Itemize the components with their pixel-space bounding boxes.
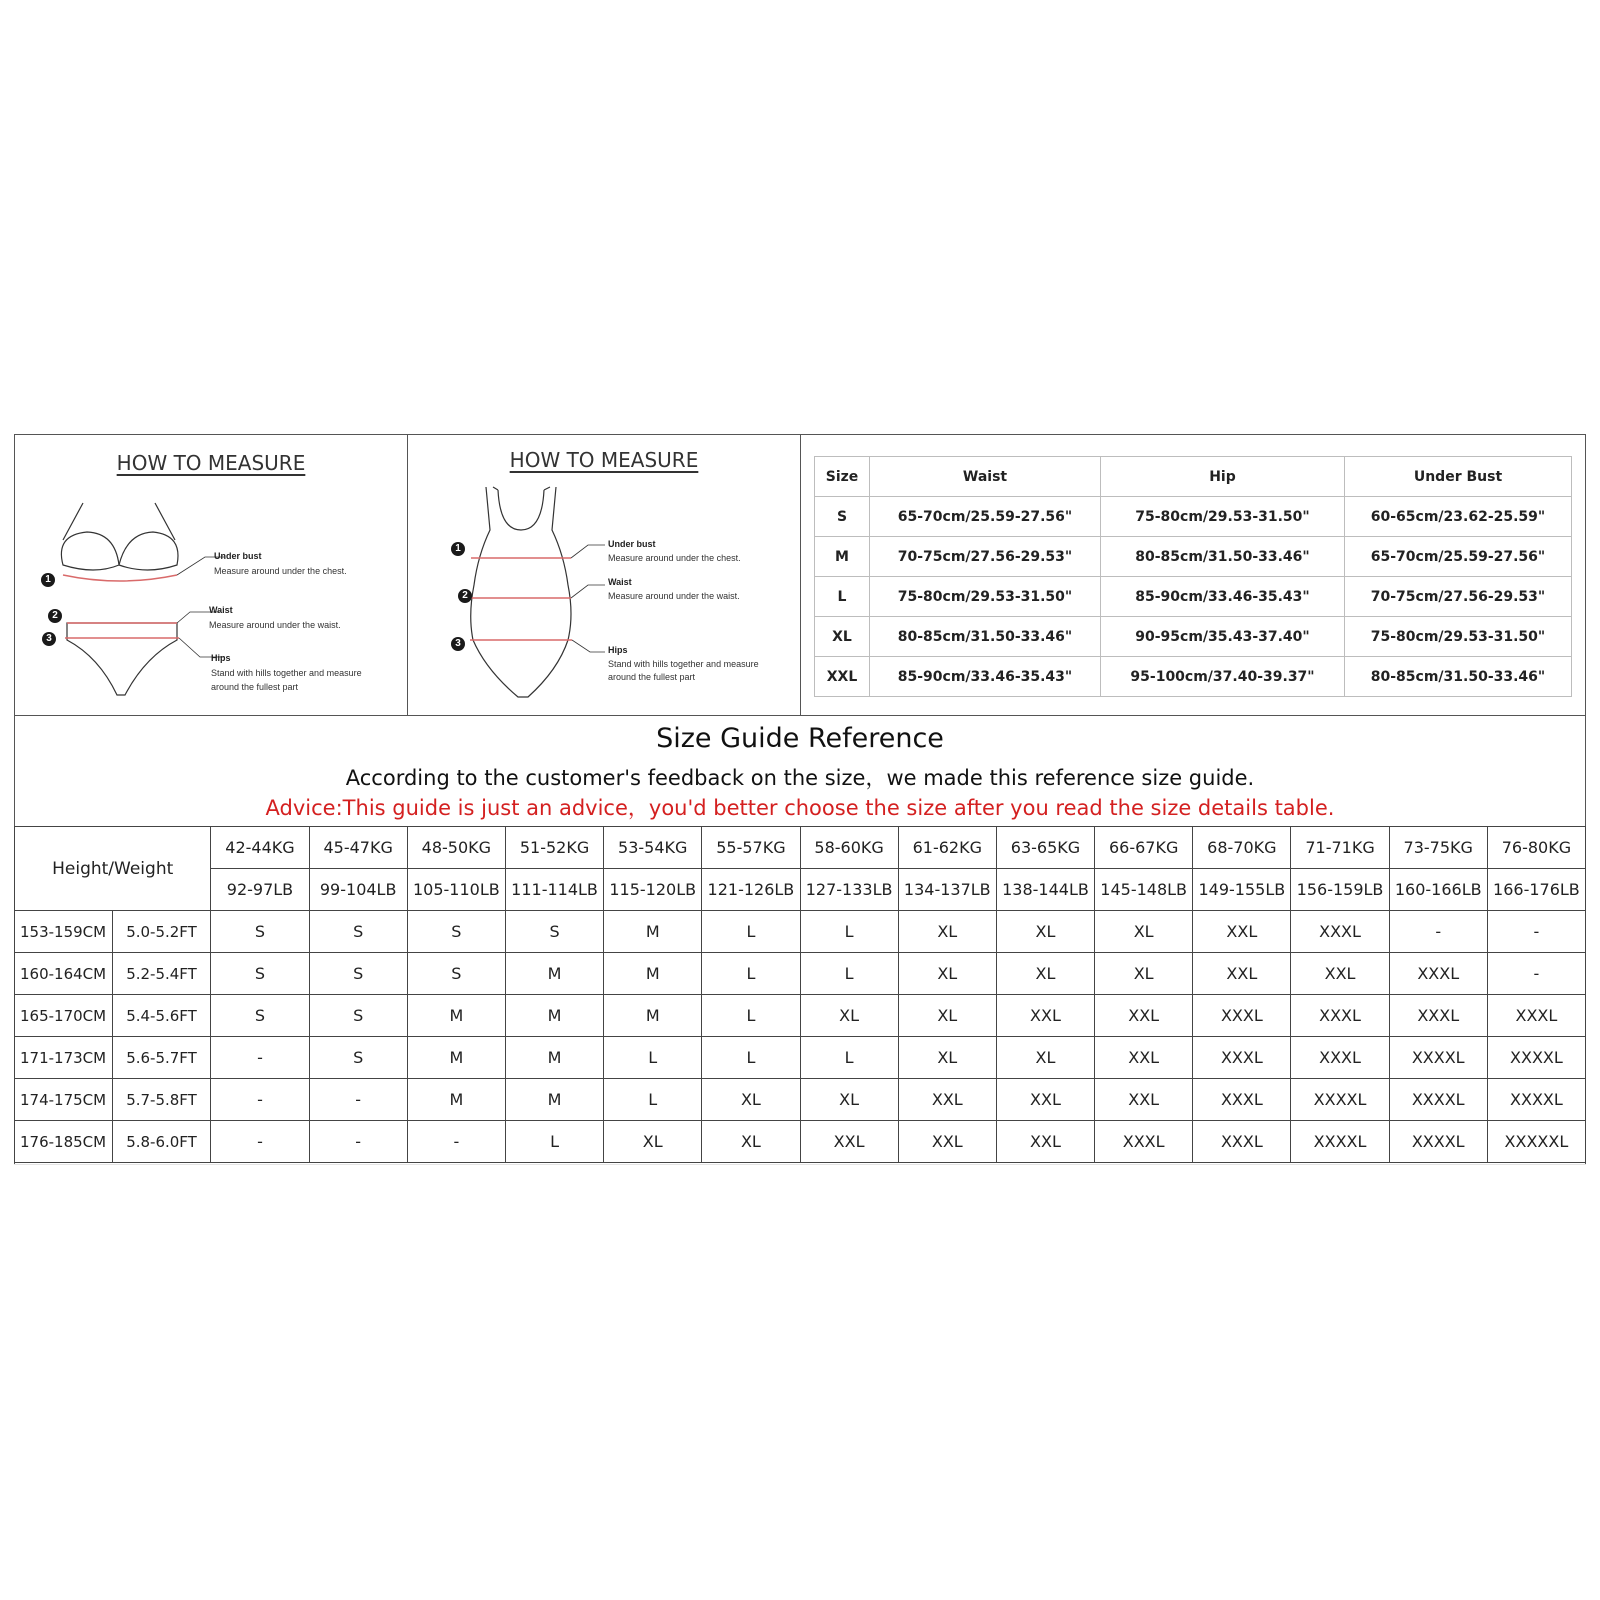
recommended-size-cell: XL [898, 911, 996, 953]
recommended-size-cell: XXXXL [1291, 1121, 1389, 1163]
under-bust-desc: Measure around under the chest. [608, 553, 741, 563]
step-3-badge: 3 [42, 632, 56, 646]
recommended-size-cell: XXL [996, 995, 1094, 1037]
panel-title: HOW TO MEASURE [509, 448, 699, 472]
recommended-size-cell: XXXL [1193, 995, 1291, 1037]
weight-lb-row [15, 869, 1586, 911]
weight-lb-header: 138-144LB [996, 869, 1094, 911]
recommended-size-cell: XXL [1193, 911, 1291, 953]
weight-kg-header: 63-65KG [996, 827, 1094, 869]
weight-lb-header: 99-104LB [309, 869, 407, 911]
hips-desc: Stand with hills together and measure [608, 659, 759, 669]
hips-label: Hips [608, 645, 628, 655]
recommended-size-cell: XL [898, 995, 996, 1037]
recommended-size-cell: S [309, 995, 407, 1037]
height-ft-cell: 5.8-6.0FT [113, 1121, 211, 1163]
recommended-size-cell: L [702, 953, 800, 995]
recommended-size-cell: L [604, 1079, 702, 1121]
recommended-size-cell: XXL [898, 1079, 996, 1121]
weight-lb-header: 92-97LB [211, 869, 309, 911]
weight-lb-header: 149-155LB [1193, 869, 1291, 911]
recommended-size-cell: - [309, 1121, 407, 1163]
weight-kg-header: 71-71KG [1291, 827, 1389, 869]
weight-kg-row [15, 827, 1586, 869]
size-header: Size [815, 457, 870, 497]
recommended-size-cell: XL [800, 995, 898, 1037]
recommended-size-cell: - [211, 1079, 309, 1121]
weight-kg-header: 68-70KG [1193, 827, 1291, 869]
recommended-size-cell: XL [604, 1121, 702, 1163]
waist-cell: 80-85cm/31.50-33.46" [870, 617, 1101, 657]
recommended-size-cell: L [800, 911, 898, 953]
recommended-size-cell: XL [898, 953, 996, 995]
recommended-size-cell: XXL [1095, 995, 1193, 1037]
recommended-size-cell: S [505, 911, 603, 953]
weight-lb-header: 111-114LB [505, 869, 603, 911]
height-row [15, 1121, 1586, 1163]
height-cm-cell: 174-175CM [15, 1079, 113, 1121]
recommended-size-cell: XXXL [1291, 911, 1389, 953]
size-cell: M [815, 537, 870, 577]
under-bust-cell: 70-75cm/27.56-29.53" [1345, 577, 1572, 617]
recommended-size-cell: - [309, 1079, 407, 1121]
recommended-size-cell: M [604, 953, 702, 995]
recommended-size-cell: XXXXL [1291, 1079, 1389, 1121]
weight-kg-header: 76-80KG [1487, 827, 1585, 869]
height-weight-corner: Height/Weight [15, 827, 211, 911]
recommended-size-cell: M [505, 1037, 603, 1079]
hips-desc-line2: around the fullest part [608, 672, 696, 682]
step-2-badge: 2 [458, 589, 472, 603]
waist-cell: 75-80cm/29.53-31.50" [870, 577, 1101, 617]
weight-kg-header: 55-57KG [702, 827, 800, 869]
weight-lb-header: 134-137LB [898, 869, 996, 911]
recommended-size-cell: XXXXL [1487, 1037, 1585, 1079]
recommended-size-cell: XXXL [1291, 995, 1389, 1037]
recommended-size-cell: S [309, 911, 407, 953]
waist-label: Waist [209, 605, 233, 615]
recommended-size-cell: XL [996, 1037, 1094, 1079]
weight-kg-header: 66-67KG [1095, 827, 1193, 869]
under-bust-label: Under bust [608, 539, 656, 549]
recommended-size-cell: XL [898, 1037, 996, 1079]
recommended-size-cell: S [407, 911, 505, 953]
waist-cell: 70-75cm/27.56-29.53" [870, 537, 1101, 577]
recommended-size-cell: L [800, 1037, 898, 1079]
recommended-size-cell: S [211, 995, 309, 1037]
step-2-badge: 2 [48, 609, 62, 623]
recommended-size-cell: S [211, 953, 309, 995]
recommended-size-cell: XXL [996, 1079, 1094, 1121]
swimsuit-illustration [408, 435, 801, 715]
recommended-size-cell: M [407, 1079, 505, 1121]
reference-title: Size Guide Reference [656, 723, 944, 754]
step-1-badge: 1 [451, 542, 465, 556]
height-ft-cell: 5.4-5.6FT [113, 995, 211, 1037]
recommended-size-cell: XXL [996, 1121, 1094, 1163]
height-row [15, 953, 1586, 995]
under-bust-header: Under Bust [1345, 457, 1572, 497]
size-guide-reference-section [14, 715, 1586, 1164]
hips-desc: Stand with hills together and measure [211, 668, 362, 678]
recommended-size-cell: XXXXL [1389, 1079, 1487, 1121]
size-cell: XXL [815, 657, 870, 697]
hip-cell: 95-100cm/37.40-39.37" [1101, 657, 1345, 697]
recommended-size-cell: S [211, 911, 309, 953]
recommended-size-cell: XXL [1095, 1037, 1193, 1079]
step-1-badge: 1 [41, 573, 55, 587]
recommended-size-cell: M [604, 911, 702, 953]
recommended-size-cell: M [407, 1037, 505, 1079]
recommended-size-cell: XXL [898, 1121, 996, 1163]
height-ft-cell: 5.2-5.4FT [113, 953, 211, 995]
recommended-size-cell: L [505, 1121, 603, 1163]
weight-lb-header: 145-148LB [1095, 869, 1193, 911]
weight-kg-header: 53-54KG [604, 827, 702, 869]
recommended-size-cell: XXXL [1193, 1037, 1291, 1079]
recommended-size-cell: L [702, 1037, 800, 1079]
size-table-row [815, 497, 1572, 537]
recommended-size-cell: XXXXL [1389, 1121, 1487, 1163]
height-row [15, 911, 1586, 953]
recommended-size-cell: XXXXXL [1487, 1121, 1585, 1163]
waist-label: Waist [608, 577, 632, 587]
recommended-size-cell: S [309, 953, 407, 995]
weight-kg-header: 51-52KG [505, 827, 603, 869]
recommended-size-cell: XXXXL [1389, 1037, 1487, 1079]
recommended-size-cell: S [407, 953, 505, 995]
under-bust-label: Under bust [214, 551, 262, 561]
height-row [15, 1079, 1586, 1121]
recommended-size-cell: XXXL [1193, 1079, 1291, 1121]
recommended-size-cell: L [702, 995, 800, 1037]
measurement-section [14, 434, 1586, 716]
how-to-measure-bikini-panel [15, 435, 408, 715]
recommended-size-cell: XXL [1291, 953, 1389, 995]
size-table-row [815, 657, 1572, 697]
recommended-size-cell: XXL [1095, 1079, 1193, 1121]
recommended-size-cell: L [702, 911, 800, 953]
weight-kg-header: 73-75KG [1389, 827, 1487, 869]
weight-kg-header: 45-47KG [309, 827, 407, 869]
recommended-size-cell: XL [1095, 911, 1193, 953]
hip-cell: 75-80cm/29.53-31.50" [1101, 497, 1345, 537]
recommended-size-cell: M [505, 1079, 603, 1121]
height-cm-cell: 153-159CM [15, 911, 113, 953]
recommended-size-cell: XXXL [1095, 1121, 1193, 1163]
weight-lb-header: 115-120LB [604, 869, 702, 911]
size-table-row [815, 577, 1572, 617]
weight-kg-header: 48-50KG [407, 827, 505, 869]
recommended-size-cell: M [604, 995, 702, 1037]
hips-label: Hips [211, 653, 231, 663]
recommended-size-cell: L [604, 1037, 702, 1079]
under-bust-cell: 60-65cm/23.62-25.59" [1345, 497, 1572, 537]
step-3-badge: 3 [451, 637, 465, 651]
size-measurements-table [814, 456, 1572, 697]
recommended-size-cell: XXXL [1389, 995, 1487, 1037]
recommended-size-cell: - [1487, 953, 1585, 995]
size-table-row [815, 537, 1572, 577]
weight-lb-header: 127-133LB [800, 869, 898, 911]
recommended-size-cell: L [800, 953, 898, 995]
bottom-divider [14, 1164, 1586, 1165]
recommended-size-cell: M [505, 953, 603, 995]
height-cm-cell: 176-185CM [15, 1121, 113, 1163]
weight-kg-header: 58-60KG [800, 827, 898, 869]
size-cell: L [815, 577, 870, 617]
recommended-size-cell: - [1389, 911, 1487, 953]
recommended-size-cell: XL [800, 1079, 898, 1121]
how-to-measure-swimsuit-panel [408, 435, 801, 715]
size-table-row [815, 617, 1572, 657]
size-table-header-row [815, 457, 1572, 497]
height-row [15, 1037, 1586, 1079]
hip-cell: 85-90cm/33.46-35.43" [1101, 577, 1345, 617]
size-cell: XL [815, 617, 870, 657]
height-cm-cell: 171-173CM [15, 1037, 113, 1079]
weight-lb-header: 156-159LB [1291, 869, 1389, 911]
size-measurements-panel [801, 435, 1585, 715]
reference-subtitle: According to the customer's feedback on the size，we made this reference size guide. [345, 766, 1255, 790]
recommended-size-cell: XXXL [1487, 995, 1585, 1037]
under-bust-cell: 65-70cm/25.59-27.56" [1345, 537, 1572, 577]
recommended-size-cell: M [407, 995, 505, 1037]
weight-lb-header: 166-176LB [1487, 869, 1585, 911]
recommended-size-cell: XL [1095, 953, 1193, 995]
hip-header: Hip [1101, 457, 1345, 497]
recommended-size-cell: XXXL [1291, 1037, 1389, 1079]
height-cm-cell: 165-170CM [15, 995, 113, 1037]
hip-cell: 90-95cm/35.43-37.40" [1101, 617, 1345, 657]
recommended-size-cell: XXL [1193, 953, 1291, 995]
hip-cell: 80-85cm/31.50-33.46" [1101, 537, 1345, 577]
recommended-size-cell: XXL [800, 1121, 898, 1163]
recommended-size-cell: - [211, 1121, 309, 1163]
reference-advice: Advice:This guide is just an advice，you'd better choose the size after you read the size details table. [265, 796, 1335, 820]
recommended-size-cell: S [309, 1037, 407, 1079]
waist-cell: 65-70cm/25.59-27.56" [870, 497, 1101, 537]
recommended-size-cell: XXXXL [1487, 1079, 1585, 1121]
height-ft-cell: 5.6-5.7FT [113, 1037, 211, 1079]
recommended-size-cell: - [1487, 911, 1585, 953]
recommended-size-cell: XL [996, 911, 1094, 953]
recommended-size-cell: XXXL [1389, 953, 1487, 995]
height-cm-cell: 160-164CM [15, 953, 113, 995]
recommended-size-cell: - [407, 1121, 505, 1163]
height-ft-cell: 5.0-5.2FT [113, 911, 211, 953]
weight-lb-header: 121-126LB [702, 869, 800, 911]
weight-lb-header: 160-166LB [1389, 869, 1487, 911]
size-cell: S [815, 497, 870, 537]
waist-desc: Measure around under the waist. [209, 620, 341, 630]
recommended-size-cell: - [211, 1037, 309, 1079]
waist-cell: 85-90cm/33.46-35.43" [870, 657, 1101, 697]
under-bust-cell: 80-85cm/31.50-33.46" [1345, 657, 1572, 697]
recommended-size-cell: XL [702, 1121, 800, 1163]
recommended-size-cell: XXXL [1193, 1121, 1291, 1163]
recommended-size-cell: M [505, 995, 603, 1037]
weight-kg-header: 42-44KG [211, 827, 309, 869]
height-row [15, 995, 1586, 1037]
weight-lb-header: 105-110LB [407, 869, 505, 911]
waist-header: Waist [870, 457, 1101, 497]
size-reference-table [14, 826, 1586, 1163]
under-bust-desc: Measure around under the chest. [214, 566, 347, 576]
recommended-size-cell: XL [996, 953, 1094, 995]
under-bust-cell: 75-80cm/29.53-31.50" [1345, 617, 1572, 657]
panel-title: HOW TO MEASURE [116, 451, 306, 475]
recommended-size-cell: XL [702, 1079, 800, 1121]
hips-desc-line2: around the fullest part [211, 682, 299, 692]
waist-desc: Measure around under the waist. [608, 591, 740, 601]
height-ft-cell: 5.7-5.8FT [113, 1079, 211, 1121]
weight-kg-header: 61-62KG [898, 827, 996, 869]
